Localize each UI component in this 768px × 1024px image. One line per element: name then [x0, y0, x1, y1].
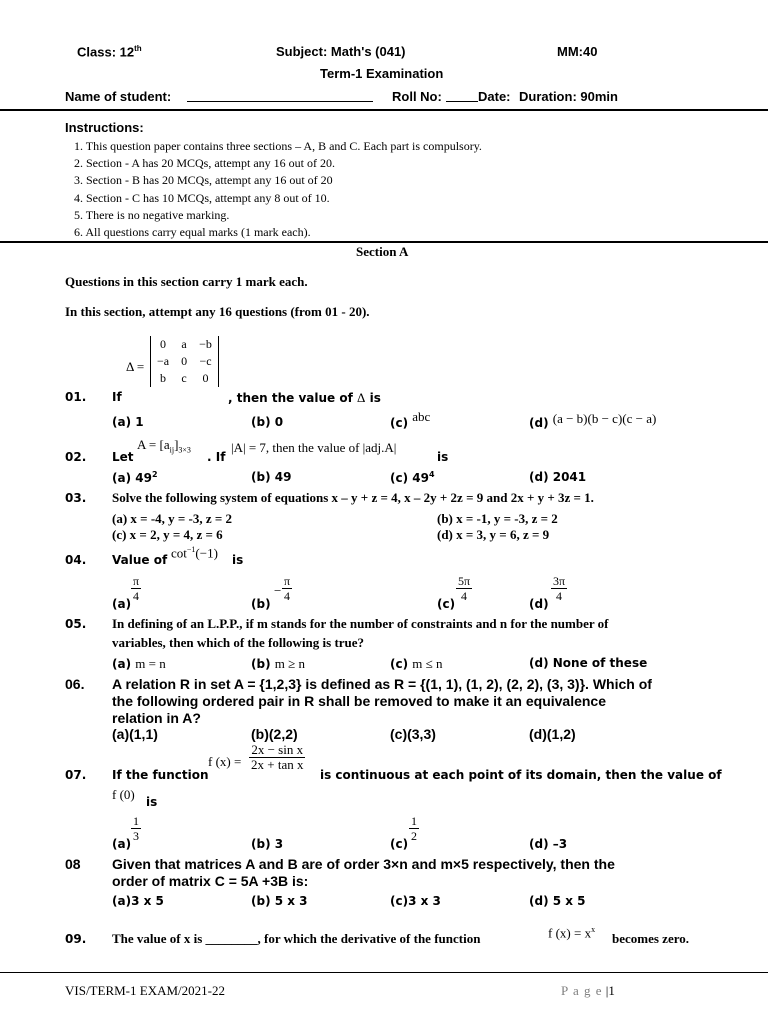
- instructions-title: Instructions:: [65, 120, 144, 135]
- q01-number: 01.: [65, 390, 87, 404]
- name-blank-line[interactable]: [187, 101, 373, 102]
- q08-option-c: (c)3 x 3: [390, 894, 441, 908]
- q04-fraction-c: $\frac{5\pi}{4}$: [458, 574, 471, 603]
- q08-text-line1: Given that matrices A and B are of order 3×n and m×5 respectively, then the: [112, 856, 615, 872]
- q01-text: , then the value of Δ is: [228, 390, 381, 405]
- q05-option-a: (a) m = n: [112, 656, 166, 671]
- q05-text-line2: variables, then which of the following is true?: [112, 635, 365, 650]
- roll-label: Roll No:: [392, 89, 442, 104]
- q06-option-a: (a)(1,1): [112, 726, 158, 742]
- q07-fraction-c: $\frac{1}{2}$: [411, 814, 417, 843]
- q02-matrix-a: $A = [a_{ij}]_{3\times 3}$: [137, 437, 191, 455]
- q03-option-b: (b) x = -1, y = -3, z = 2: [437, 511, 558, 526]
- q06-text-line3: relation in A?: [112, 710, 201, 726]
- q05-number: 05.: [65, 617, 87, 631]
- q02-option-c: (c) $49^4$: [390, 470, 435, 485]
- q04-option-c: (c): [437, 597, 456, 611]
- q07-fx: f (x) =: [208, 754, 242, 769]
- instruction-item: 3. Section - B has 20 MCQs, attempt any 16 out of 20: [74, 173, 333, 188]
- instruction-item: 6. All questions carry equal marks (1 mark each).: [74, 225, 311, 240]
- q03-option-c: (c) x = 2, y = 4, z = 6: [112, 527, 223, 542]
- instruction-item: 2. Section - A has 20 MCQs, attempt any 16 out of 20.: [74, 156, 335, 171]
- q04-is: is: [232, 553, 244, 567]
- class-label: Class: 12th: [77, 44, 142, 60]
- q03-option-a: (a) x = -4, y = -3, z = 2: [112, 511, 233, 526]
- q09-number: 09.: [65, 932, 87, 946]
- q04-fraction-b: $\frac{\pi}{4}$: [284, 574, 291, 603]
- q06-option-d: (d)(1,2): [529, 726, 576, 742]
- q04-option-d: (d): [529, 597, 549, 611]
- duration-label: Duration: 90min: [519, 89, 618, 104]
- q01-determinant: 0 a −b −a 0 −c b c 0: [150, 336, 219, 387]
- q03-option-d: (d) x = 3, y = 6, z = 9: [437, 527, 550, 542]
- instructions-list: [74, 138, 482, 241]
- q04-option-a: (a): [112, 597, 132, 611]
- q05-option-c: (c) m ≤ n: [390, 656, 443, 671]
- q05-text-line1: In defining of an L.P.P., if m stands for the number of constraints and n for the number of: [112, 616, 609, 631]
- q06-text-line2: the following ordered pair in R shall be removed to make it an equivalence: [112, 693, 607, 709]
- roll-blank-line[interactable]: [446, 101, 478, 102]
- date-label: Date:: [478, 89, 511, 104]
- q05-option-b: (b) m ≥ n: [251, 656, 305, 671]
- q07-option-b: (b) 3: [251, 837, 284, 851]
- q02-is: is: [437, 450, 449, 464]
- q04-prefix: Value of: [112, 553, 168, 567]
- q01-option-a: (a) 1: [112, 415, 144, 429]
- q09-text: The value of x is ________, for which the derivative of the function: [112, 931, 481, 946]
- instructions-divider: [0, 241, 768, 243]
- q02-condition: |A| = 7, then the value of |adj.A|: [231, 440, 397, 455]
- q08-option-b: (b) 5 x 3: [251, 894, 308, 908]
- header-divider: [0, 109, 768, 111]
- q01-option-d: (d) (a − b)(b − c)(c − a): [529, 411, 657, 430]
- q07-option-a: (a): [112, 837, 132, 851]
- q02-option-a: (a) $49^2$: [112, 470, 158, 485]
- q08-text-line2: order of matrix C = 5A +3B is:: [112, 873, 309, 889]
- instruction-item: 4. Section - C has 10 MCQs, attempt any 8 out of 10.: [74, 190, 330, 205]
- q07-is: is: [146, 795, 158, 809]
- footer-exam-code: VIS/TERM-1 EXAM/2021-22: [65, 983, 225, 998]
- instruction-item: 1. This question paper contains three sections – A, B and C. Each part is compulsory.: [74, 139, 482, 153]
- q03-text: Solve the following system of equations x – y + z = 4, x – 2y + 2z = 9 and 2x + y + 3z = 1.: [112, 490, 594, 505]
- subject-label: Subject: Math's (041): [276, 44, 406, 59]
- q07-f0: f (0): [112, 787, 135, 802]
- q06-number: 06.: [65, 676, 85, 692]
- q03-number: 03.: [65, 491, 87, 505]
- q06-text-line1: A relation R in set A = {1,2,3} is defined as R = {(1, 1), (1, 2), (2, 2), (3, 3)}. Which of: [112, 676, 652, 692]
- page-number: P a g e |1: [561, 983, 615, 998]
- q08-number: 08: [65, 856, 81, 872]
- q07-function-fraction: $\frac{\text{2x − sin x}}{\text{2x + tan x}}$: [251, 742, 304, 772]
- q05-option-d: (d) None of these: [529, 656, 648, 670]
- q07-prefix: If the function: [112, 768, 209, 782]
- q04-minus: −: [274, 583, 282, 598]
- q04-arccot: $\cot^{-1}(-1)$: [171, 545, 218, 561]
- q09-suffix: becomes zero.: [612, 931, 690, 946]
- q07-number: 07.: [65, 768, 87, 782]
- q06-option-b: (b)(2,2): [251, 726, 298, 742]
- q09-function: f $(x) = x^x$: [548, 925, 596, 941]
- q04-number: 04.: [65, 553, 87, 567]
- q01-prefix: If: [112, 390, 122, 404]
- q02-prefix: Let: [112, 450, 134, 464]
- q08-option-a: (a)3 x 5: [112, 894, 164, 908]
- section-note-attempt: In this section, attempt any 16 questions (from 01 - 20).: [65, 304, 370, 319]
- max-marks: MM:40: [557, 44, 598, 59]
- q01-option-c: (c) abc: [390, 409, 431, 430]
- exam-title: Term-1 Examination: [320, 66, 444, 81]
- q07-option-c: (c): [390, 837, 409, 851]
- q04-fraction-d: $\frac{3\pi}{4}$: [553, 574, 566, 603]
- q07-option-d: (d) –3: [529, 837, 568, 851]
- q02-option-b: (b) 49: [251, 470, 292, 484]
- q01-option-b: (b) 0: [251, 415, 284, 429]
- q06-option-c: (c)(3,3): [390, 726, 436, 742]
- q02-number: 02.: [65, 450, 87, 464]
- q04-option-b: (b): [251, 597, 271, 611]
- q02-if: . If: [207, 450, 226, 464]
- section-note-marks: Questions in this section carry 1 mark each.: [65, 274, 308, 289]
- instruction-item: 5. There is no negative marking.: [74, 207, 230, 222]
- q02-option-d: (d) 2041: [529, 470, 587, 484]
- q07-fraction-a: $\frac{1}{3}$: [133, 814, 139, 843]
- section-title: Section A: [356, 244, 409, 259]
- name-label: Name of student:: [65, 89, 172, 104]
- q08-option-d: (d) 5 x 5: [529, 894, 586, 908]
- q01-delta: Δ =: [126, 359, 145, 374]
- footer-divider: [0, 972, 768, 973]
- q04-fraction-a: $\frac{\pi}{4}$: [133, 574, 140, 603]
- q07-text: is continuous at each point of its domain, then the value of: [320, 768, 722, 782]
